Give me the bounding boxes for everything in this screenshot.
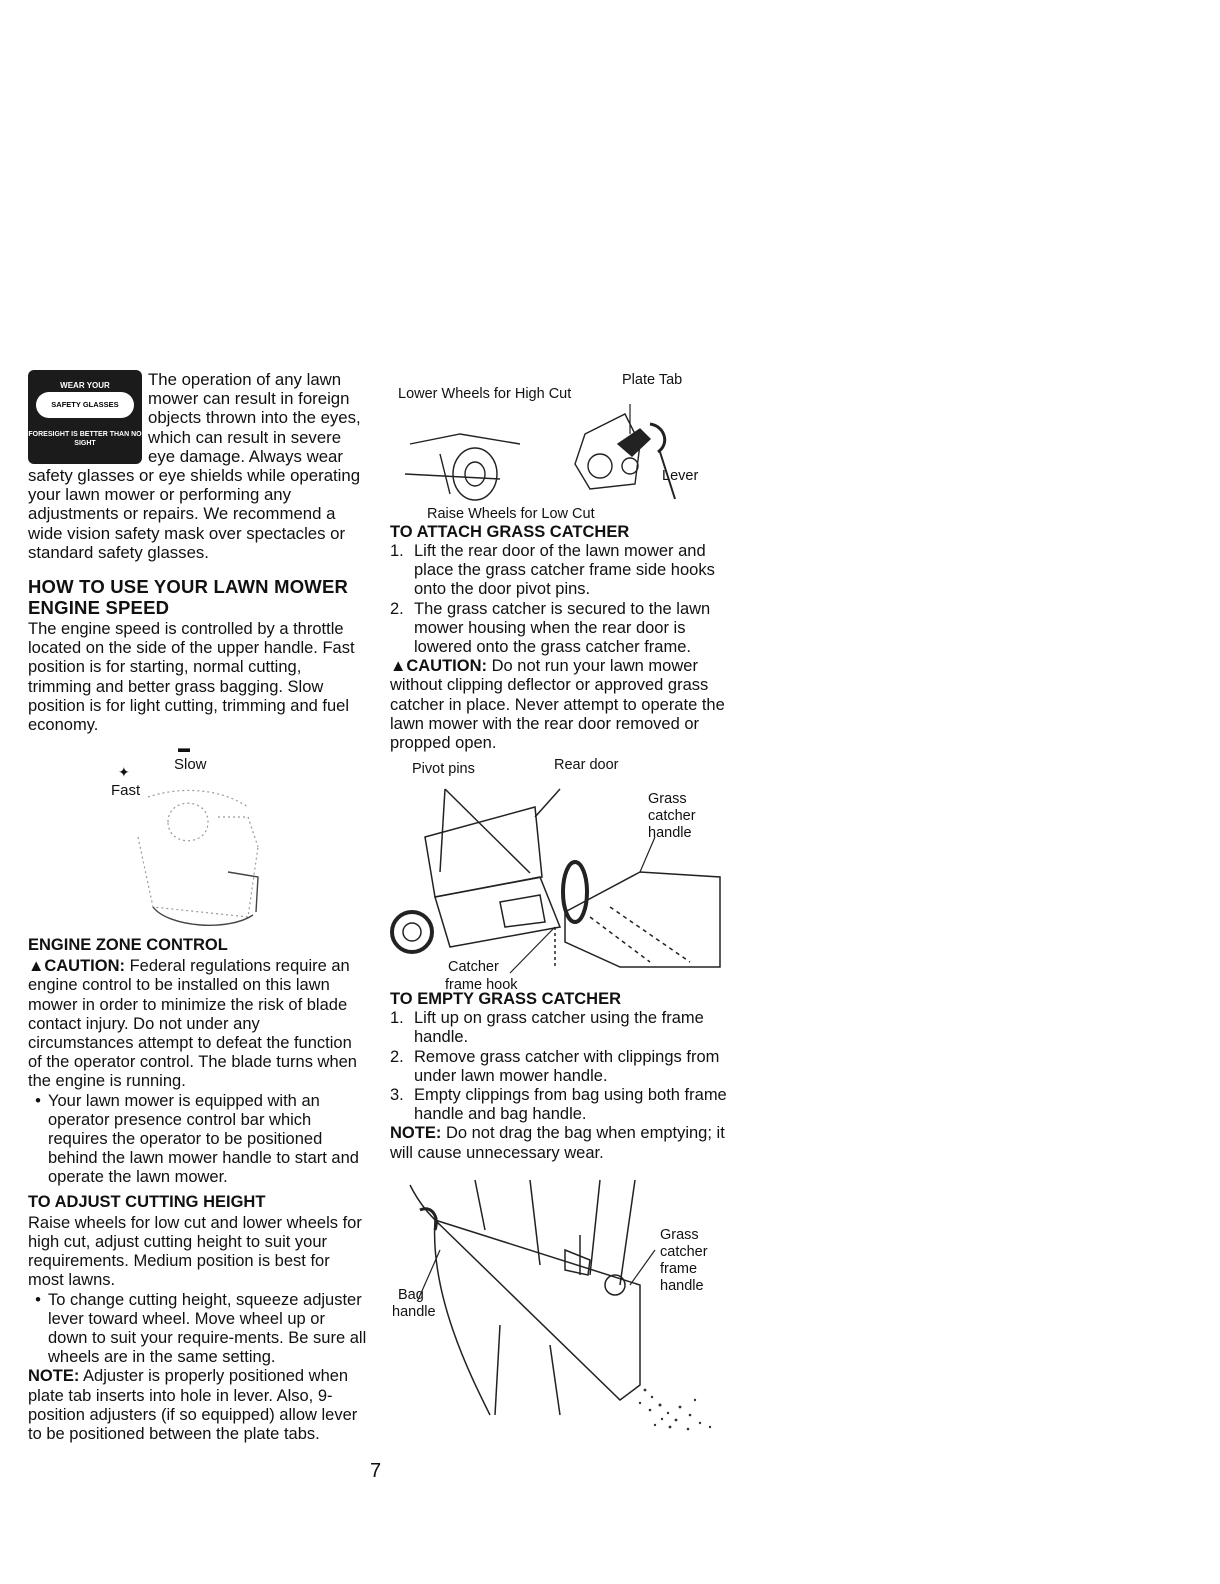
heading-how-to-use: HOW TO USE YOUR LAWN MOWER xyxy=(28,576,349,598)
caution-label: CAUTION: xyxy=(44,957,125,976)
throttle-figure xyxy=(28,737,368,935)
empty-bag-illustration xyxy=(390,1175,735,1435)
badge-line-3: FORESIGHT IS BETTER THAN NO SIGHT xyxy=(28,431,142,447)
height-note xyxy=(28,1367,368,1444)
frame-handle-label-3: frame xyxy=(660,1260,698,1277)
raise-wheels-label: Raise Wheels for Low Cut xyxy=(427,506,595,522)
catcher-attach-illustration xyxy=(390,777,730,987)
turtle-icon: ▬ xyxy=(178,741,190,756)
slow-label: Slow xyxy=(174,756,207,774)
wheel-adjuster-figure xyxy=(390,370,735,522)
badge-line-2: SAFETY GLASSES xyxy=(36,392,134,418)
hook-label-1: Catcher xyxy=(448,959,499,976)
bag-handle-label-1: Bag xyxy=(398,1286,424,1303)
frame-handle-label-4: handle xyxy=(660,1277,704,1294)
heading-engine-speed: ENGINE SPEED xyxy=(28,597,170,619)
zone-caution-text: Federal regulations require an engine control to be installed on this lawn mower in order to minimize the risk of blade contact injury. Do not under any circumstances attempt to defeat the function of the operator control. The blade turns when the engine is running. xyxy=(28,957,357,1091)
rear-door-label: Rear door xyxy=(554,757,619,774)
frame-handle-label-1: Grass xyxy=(660,1226,699,1243)
left-column xyxy=(28,370,368,1444)
heading-cutting-height: TO ADJUST CUTTING HEIGHT xyxy=(28,1192,266,1211)
safety-glasses-badge xyxy=(28,370,142,464)
heading-engine-zone: ENGINE ZONE CONTROL xyxy=(28,936,228,955)
list-item: • To change cutting height, squeeze adjuster lever toward wheel. Move wheel up or down to suit your require-ments. Be sure all wheels are in the same setting. xyxy=(35,1290,367,1367)
attach-caution xyxy=(390,657,735,753)
warning-triangle-icon: ▲ xyxy=(28,957,45,976)
wheel-adjuster-illustration xyxy=(390,404,690,504)
empty-bag-figure xyxy=(390,1175,735,1435)
page-number: 7 xyxy=(370,1460,382,1482)
list-item: 2. The grass catcher is secured to the lawn mower housing when the rear door is lowered onto the grass catcher frame. xyxy=(390,599,711,657)
hook-label-2: frame hook xyxy=(445,977,518,994)
empty-steps xyxy=(390,1009,735,1124)
frame-handle-label-2: catcher xyxy=(660,1243,708,1260)
lever-label: Lever xyxy=(662,468,699,484)
attach-caution-text: Do not run your lawn mower without clipping deflector or approved grass catcher in place. Never attempt to operate the lawn mower with the rear door removed or propped open. xyxy=(390,657,725,753)
note-label: NOTE: xyxy=(390,1124,442,1143)
throttle-illustration xyxy=(108,777,288,937)
handle-label-1: Grass xyxy=(648,791,687,808)
heading-attach-catcher: TO ATTACH GRASS CATCHER xyxy=(390,523,630,541)
list-item: • Your lawn mower is equipped with an operator presence control bar which requires the operator to be positioned behind the lawn mower handle to start and operate the lawn mower. xyxy=(35,1091,359,1187)
fast-label: Fast xyxy=(111,782,141,800)
zone-bullets xyxy=(28,1092,368,1188)
empty-note xyxy=(390,1124,735,1162)
catcher-attach-figure xyxy=(390,755,735,994)
rabbit-icon: ✦ xyxy=(118,764,130,781)
warning-triangle-icon: ▲ xyxy=(390,657,407,676)
height-bullets xyxy=(28,1291,368,1368)
list-item: 2. Remove grass catcher with clippings from under lawn mower handle. xyxy=(390,1047,720,1085)
list-item: 3. Empty clippings from bag using both frame handle and bag handle. xyxy=(390,1086,727,1124)
caution-label: CAUTION: xyxy=(406,657,487,676)
zone-caution xyxy=(28,957,368,1091)
lower-wheels-label: Lower Wheels for High Cut xyxy=(398,386,572,402)
engine-speed-text: The engine speed is controlled by a throttle located on the side of the upper handle. Fast position is for starting, normal cutting, trimming and better grass bagging. Slow position is for light cutting, trimming and fuel economy. xyxy=(28,620,355,735)
note-text: Adjuster is properly positioned when plate tab inserts into hole in lever. Also, 9-position adjusters (if so equipped) allow lever to be positioned between the plate tabs. xyxy=(28,1367,358,1443)
handle-label-3: handle xyxy=(648,825,692,842)
plate-tab-label: Plate Tab xyxy=(622,372,683,388)
handle-label-2: catcher xyxy=(648,808,696,825)
pivot-pins-label: Pivot pins xyxy=(412,761,475,778)
badge-line-1: WEAR YOUR xyxy=(60,381,110,390)
note-text: Do not drag the bag when emptying; it will cause unnecessary wear. xyxy=(390,1124,725,1162)
attach-steps xyxy=(390,542,735,657)
note-label: NOTE: xyxy=(28,1367,80,1386)
bag-handle-label-2: handle xyxy=(392,1303,436,1320)
list-item: 1. Lift the rear door of the lawn mower and place the grass catcher frame side hooks onto the door pivot pins. xyxy=(390,542,715,599)
intro-paragraph: The operation of any lawn mower can result in foreign objects thrown into the eyes, which can result in severe eye damage. Always wear safety glasses or eye shields while operating your lawn mower or performing any adjustments or repairs. We recommend a wide vision safety mask over spectacles or standard safety glasses. xyxy=(28,370,361,562)
height-text: Raise wheels for low cut and lower wheels for high cut, adjust cutting height to suit your requirements. Medium position is best for most lawns. xyxy=(28,1213,362,1290)
right-column xyxy=(390,370,735,1435)
list-item: 1. Lift up on grass catcher using the frame handle. xyxy=(390,1009,704,1047)
heading-empty-catcher: TO EMPTY GRASS CATCHER xyxy=(390,990,622,1009)
